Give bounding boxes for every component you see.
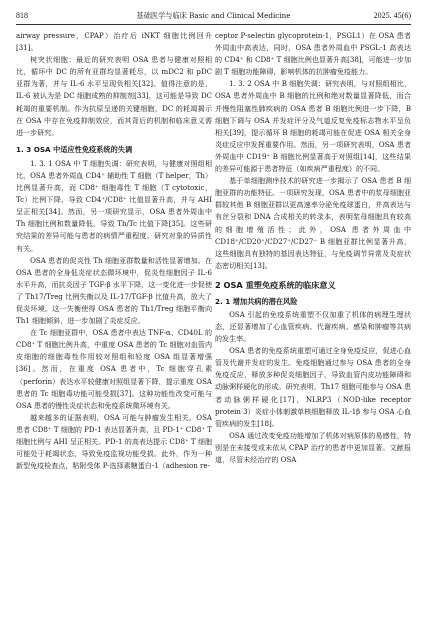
paragraph-single-cell: 基于单细胞测序技术的研究进一步揭示了 OSA 患者 B 细胞亚群的功能特征。一项研究发现，OSA 患者中的浆母细胞亚群较其他 B 细胞亚群以更高速率分泌免疫球蛋白，并高表达与有丝分裂和 DNA 合成相关的转录本，表明浆母细胞具有较高的细胞增殖活性；此外，OSA 患者外周血中 CD18⁺/CD20⁺/CD27⁺/CD27⁻ B 细胞亚群比例显著升高，这些细胞具有独特的基因表达特征，与免疫调节异常及炎症状态密切相关[13]。 [215,176,411,270]
paragraph-t-cells: 1. 3. 1 OSA 中 T 细胞失调：研究表明，与健康对照组相比，OSA 患者外周血 CD4⁺ 辅助性 T 细胞（T helper，Th）比例显著升高，而 CD8⁺ 细胞毒性 T 细胞（T cytotoxic，Tc）比例下降，导致 CD4⁺/CD8⁺ 比值显著升高，并与 AHI 呈正相关[34]。然而，另一项研究显示，OSA 患者外周血中 Th 细胞比例和数量降低，导致 Th/Tc 比值下降[35]。这些研究结果的差异可能与患者的病情严重程度、研究对象的异质性有关。 [16,158,212,253]
running-header [16,10,411,22]
header-rule [16,24,411,25]
paragraph-cardiovascular: OSA 患者的免疫系统重塑可通过全身免疫反应，促进心血管及代谢并发症的发生。免疫细胞通过参与 OSA 患者的全身免疫反应，释放多种促炎细胞因子，导致血管内皮功能障碍和动脉粥样硬化的形成。研究表明，Th17 细胞可能参与 OSA 患者动脉粥样硬化[17]，NLRP3（NOD-like receptor protein 3）炎症小体刺激单核细胞释放 IL-1β 参与 OSA 心血管疾病的发生[18]。 [215,346,411,428]
page-number: 818 [16,11,28,20]
paragraph-tc-subsets: 在 Tc 细胞亚群中，OSA 患者中表达 TNF-α、CD40L 的 CD8⁺ T 细胞比例升高，中重度 OSA 患者的 Tc 细胞对血管内皮细胞的细胞毒性作用较对照组和轻度 OSA 组显著增强[36]。然而，在重度 OSA 患者中，Tc 细胞穿孔素（perforin）表达水平较健康对照组显著下降，提示重度 OSA 患者的 Tc 细胞毒功能可能受损[37]。这种功能性改变可能与 OSA 患者的慢性炎症状态和免疫系统微环境有关。 [16,328,212,410]
section-heading-1-3: 1. 3 OSA 中适应性免疫系统的失调 [16,144,133,154]
journal-title: 基础医学与临床 Basic and Clinical Medicine [136,11,291,20]
section-heading-2-1: 2. 1 增加共病的潜在风险 [215,296,298,306]
paragraph-th-subsets: OSA 患者的促炎性 Th 细胞亚群数量和活性显著增加。在 OSA 患者的全身低炎症状态微环境中，促炎性细胞因子 IL-6 水平升高，而抗炎因子 TGF-β 水平下降，这一变化进一步促使了 Th17/Treg 比例失衡以及 IL-17/TGF-β 比值升高，放大了促炎环境。这一失衡使得 OSA 患者的 Th1/Treg 细胞平衡向 Th1 细胞倾斜，进一步加剧了炎症反应。 [16,255,212,326]
paragraph-dendritic-cells: 树突状细胞：最近的研究表明 OSA 患者与健康对照相比，循环中 DC 的所有亚群均显著耗尽，以 mDC2 和 pDC 亚群为著，并与 IL-6 水平呈现负相关[32]。值得注意的是，IL-6 被认为是 DC 细胞成熟的抑制剂[33]，这可能是导致 DC 耗竭的重要机制。作为抗原呈递的关键细胞，DC 的耗竭揭示在 OSA 中存在免疫抑制效应，而其背后的机制和临床意义需进一步研究。 [16,55,212,137]
paragraph-infection: OSA 通过改变免疫功能增加了机体对病原体的易感性，特别是在未接受或未依从 CPAP 治疗的患者中更加显著。文献报道，尽管未经治疗的 OSA [215,430,411,464]
volume-issue: 2025. 45(6) [373,11,411,20]
paragraph-tumor: 越来越多的证据表明，OSA 可能与肿瘤发生相关。OSA 患者 CD8⁺ T 细胞的 PD-1 表达显著升高，且 PD-1⁺ CD8⁺ T 细胞比例与 AHI 呈正相关。PD-1 的高表达提示 CD8⁺ T 细胞可能处于耗竭状态，导致免疫监视功能受损。此外，作为一种新型免疫检查点，粘附受体 P-选择素糖蛋白-1（adhesion re- [16,412,212,471]
right-column [215,30,411,620]
section-heading-2: 2 OSA 重塑免疫系统的临床意义 [215,279,336,290]
paragraph-psgl1: ceptor P-selectin glycoprotein-1，PSGL1）在 OSA 患者外周血中高表达，同时，OSA 患者外周血中 PSGL-1 高表达的 CD4⁺ 和 CD8⁺ T 细胞比例也显著升高[38]，可能进一步加剧 T 细胞功能障碍，影响机体的抗肿瘤免疫能力。 [215,31,411,77]
left-column [16,30,212,620]
paragraph: airway pressure，CPAP）治疗后 iNKT 细胞比例回升[31]。 [16,31,212,53]
paragraph-comorbidity: OSA 引起的免疫系统重塑不仅加重了机体的病理生理状态，还显著增加了心血管疾病、代谢疾病、感染和肿瘤等共病的发生率。 [215,309,411,344]
paragraph-b-cells: 1. 3. 2 OSA 中 B 细胞失调：研究表明，与对照组相比，OSA 患者外周血中 B 细胞的比例和绝对数量显著降低，而合并慢性阻塞性肺疾病的 OSA 患者 B 细胞比例进一步下降，B 细胞下调与 OSA 并发症评分及气道反复免疫标志物水平呈负相关[39]，提示循环 B 细胞的耗竭可能在促进 OSA 相关全身炎症反应中发挥重要作用。然而，另一项研究表明，OSA 患者外周血中 CD19⁺ B 细胞比例显著高于对照组[14]，这些结果的差异可能源于患者特征（如疾病严重程度）的不同。 [215,79,411,174]
